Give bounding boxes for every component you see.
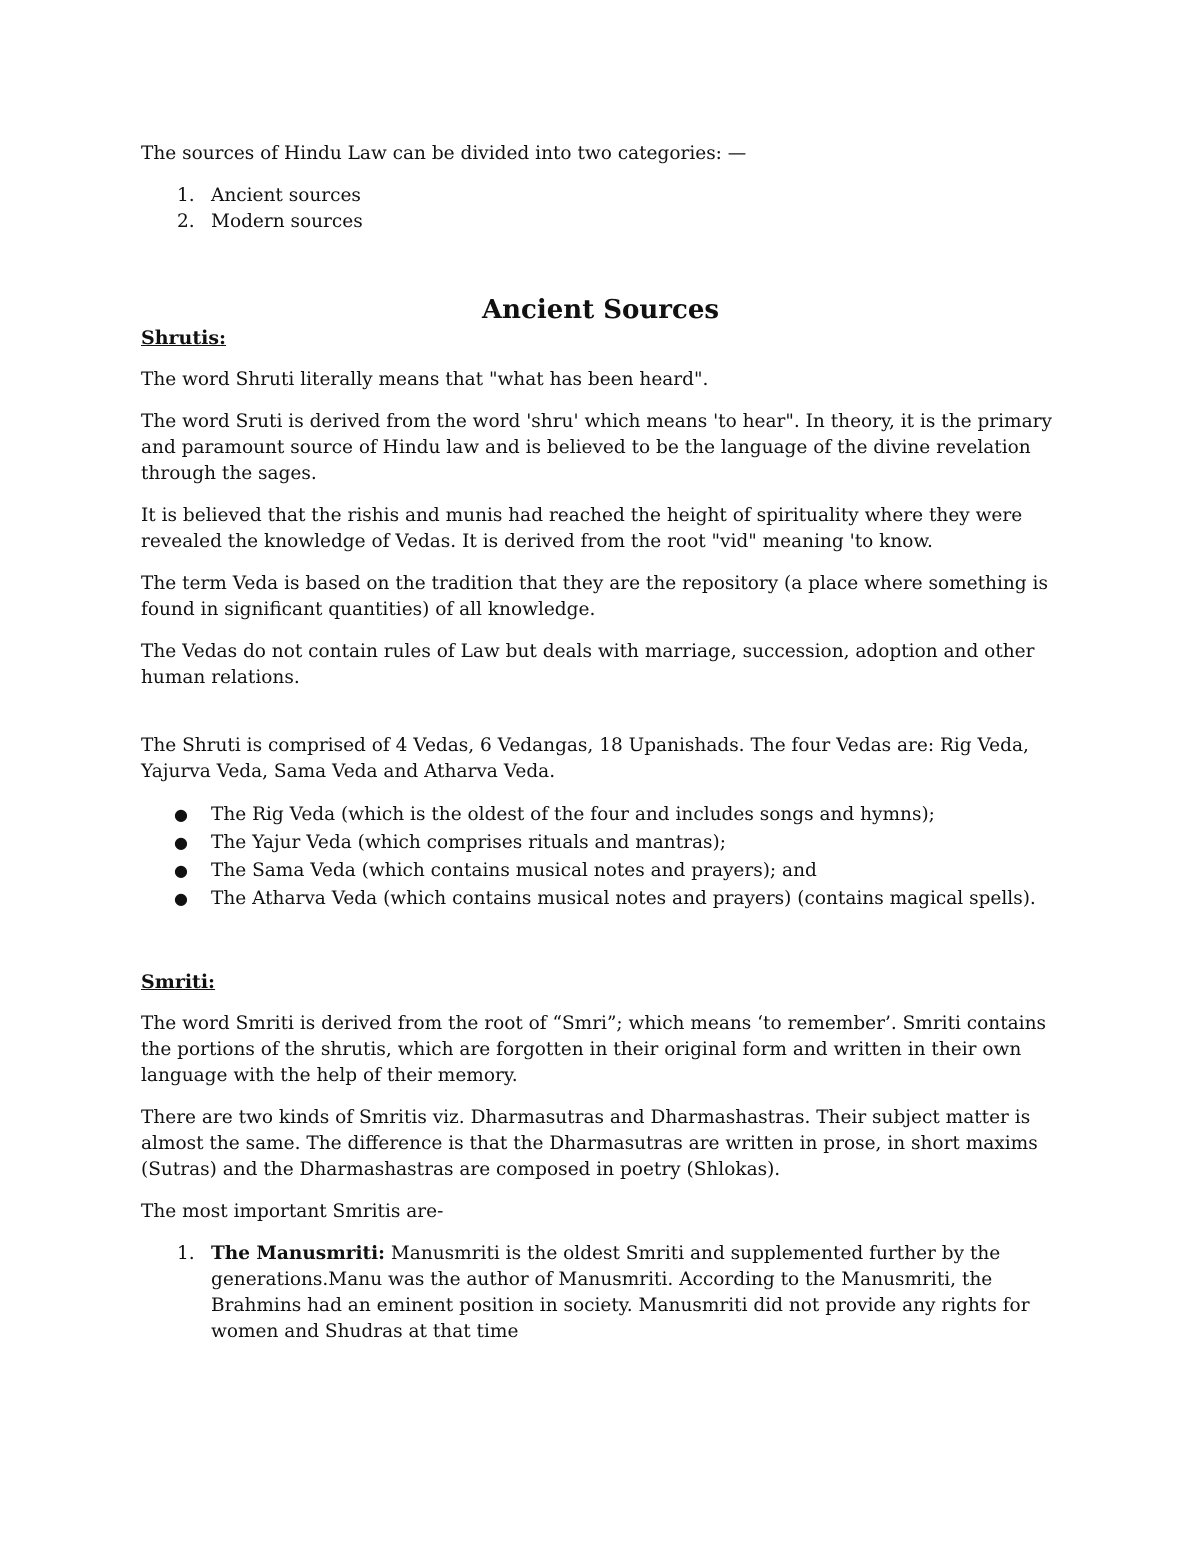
list-item-label: The Atharva Veda (which contains musical notes and prayers) (contains magical spells). [211,888,1036,909]
intro-text: The sources of Hindu Law can be divided into two categories: — [141,143,747,164]
list-item [141,1241,1060,1345]
paragraph: The term Veda is based on the tradition that they are the repository (a place where something is found in significant quantities) of all knowledge. [141,573,1048,620]
list-item-label: Ancient sources [211,185,361,206]
list-item-label: The Rig Veda (which is the oldest of the four and includes songs and hymns); [211,804,935,825]
list-number: 2. [177,211,195,232]
paragraph: There are two kinds of Smritis viz. Dharmasutras and Dharmashastras. Their subject matter is almost the same. The difference is that the Dharmasutras are written in prose, in short maxims (Sutras) and the Dharmashastras are composed in poetry (Shlokas). [141,1107,1038,1180]
list-item [141,183,1060,209]
bullet-icon: ● [174,805,188,824]
source-categories-list [141,183,1060,235]
bullet-icon: ● [174,833,188,852]
bullet-icon: ● [174,861,188,880]
list-number: 1. [177,1243,195,1264]
list-item [141,857,1060,885]
list-item [141,885,1060,913]
list-item [141,209,1060,235]
list-item [141,829,1060,857]
paragraph: The word Smriti is derived from the root of “Smri”; which means ‘to remember’. Smriti contains the portions of the shrutis, which are forgotten in their original form and written in their own language with the help of their memory. [141,1013,1047,1086]
bullet-icon: ● [174,889,188,908]
list-item-term: The Manusmriti: [211,1243,385,1264]
paragraph: The Shruti is comprised of 4 Vedas, 6 Vedangas, 18 Upanishads. The four Vedas are: Rig Veda, Yajurva Veda, Sama Veda and Atharva Veda. [141,735,1029,782]
list-item-label: The Yajur Veda (which comprises rituals and mantras); [211,832,726,853]
paragraph: It is believed that the rishis and munis had reached the height of spirituality where they were revealed the knowledge of Vedas. It is derived from the root "vid" meaning 'to know. [141,505,1023,552]
shrutis-heading: Shrutis: [141,327,227,349]
paragraph: The Vedas do not contain rules of Law but deals with marriage, succession, adoption and other human relations. [141,641,1035,688]
vedas-list [141,801,1060,913]
list-item [141,801,1060,829]
section-heading: Ancient Sources [481,295,720,325]
list-number: 1. [177,185,195,206]
list-item-text: Manusmriti is the oldest Smriti and supplemented further by the generations.Manu was the author of Manusmriti. According to the Manusmriti, the Brahmins had an eminent position in society. Manusmriti did not provide any rights for women and Shudras at that time [211,1243,1030,1342]
list-item-label: The Sama Veda (which contains musical notes and prayers); and [211,860,817,881]
smriti-heading: Smriti: [141,971,216,993]
paragraph: The word Sruti is derived from the word 'shru' which means 'to hear". In theory, it is the primary and paramount source of Hindu law and is believed to be the language of the divine revelation through the sages. [141,411,1052,484]
paragraph: The word Shruti literally means that "what has been heard". [141,369,709,390]
paragraph: The most important Smritis are- [141,1201,444,1222]
important-smritis-list [141,1241,1060,1345]
list-item-label: Modern sources [211,211,363,232]
